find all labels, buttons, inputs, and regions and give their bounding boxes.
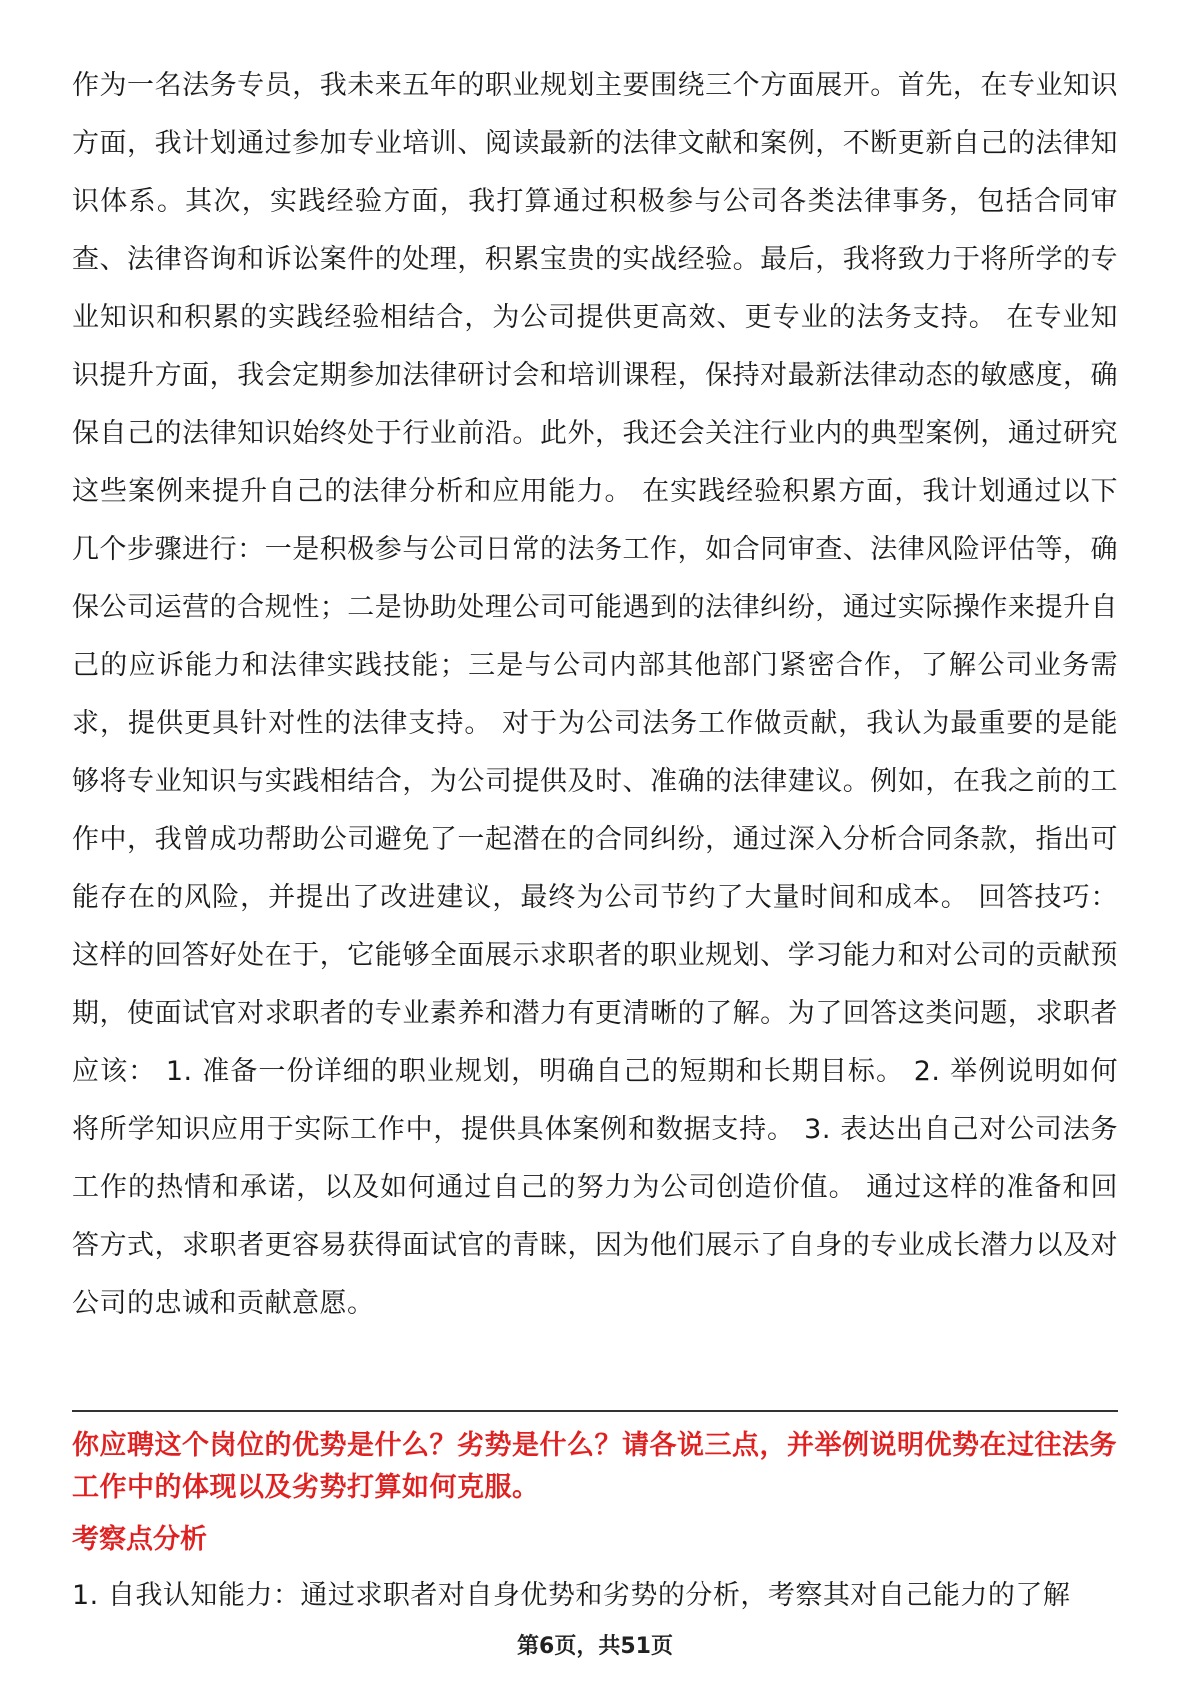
page-footer: 第6页，共51页 (517, 1634, 673, 1659)
section-divider (72, 1410, 1118, 1412)
interview-question: 你应聘这个岗位的优势是什么？劣势是什么？请各说三点，并举例说明优势在过往法务工作中的体现以及劣势打算如何克服。 (72, 1430, 1117, 1503)
analysis-heading: 考察点分析 (72, 1524, 207, 1555)
answer-body-text: 作为一名法务专员，我未来五年的职业规划主要围绕三个方面展开。首先，在专业知识方面，我计划通过参加专业培训、阅读最新的法律文献和案例，不断更新自己的法律知识体系。其次，实践经验方面，我打算通过积极参与公司各类法律事务，包括合同审查、法律咨询和诉讼案件的处理，积累宝贵的实战经验。最后，我将致力于将所学的专业知识和积累的实践经验相结合，为公司提供更高效、更专业的法务支持。 在专业知识提升方面，我会定期参加法律研讨会和培训课程，保持对最新法律动态的敏感度，确保自己的法律知识始终处于行业前沿。此外，我还会关注行业内的典型案例，通过研究这些案例来提升自己的法律分析和应用能力。 在实践经验积累方面，我计划通过以下几个步骤进行：一是积极参与公司日常的法务工作，如合同审查、法律风险评估等，确保公司运营的合规性；二是协助处理公司可能遇到的法律纠纷，通过实际操作来提升自己的应诉能力和法律实践技能；三是与公司内部其他部门紧密合作，了解公司业务需求，提供更具针对性的法律支持。 对于为公司法务工作做贡献，我认为最重要的是能够将专业知识与实践相结合，为公司提供及时、准确的法律建议。例如，在我之前的工作中，我曾成功帮助公司避免了一起潜在的合同纠纷，通过深入分析合同条款，指出可能存在的风险，并提出了改进建议，最终为公司节约了大量时间和成本。 回答技巧： 这样的回答好处在于，它能够全面展示求职者的职业规划、学习能力和对公司的贡献预期，使面试官对求职者的专业素养和潜力有更清晰的了解。为了回答这类问题，求职者应该： 1. 准备一份详细的职业规划，明确自己的短期和长期目标。 2. 举例说明如何将所学知识应用于实际工作中，提供具体案例和数据支持。 3. 表达出自己对公司法务工作的热情和承诺，以及如何通过自己的努力为公司创造价值。 通过这样的准备和回答方式，求职者更容易获得面试官的青睐，因为他们展示了自身的专业成长潜力以及对公司的忠诚和贡献意愿。 (72, 70, 1118, 1319)
analysis-point-1: 1. 自我认知能力：通过求职者对自身优势和劣势的分析，考察其对自己能力的了解 (72, 1580, 1071, 1611)
